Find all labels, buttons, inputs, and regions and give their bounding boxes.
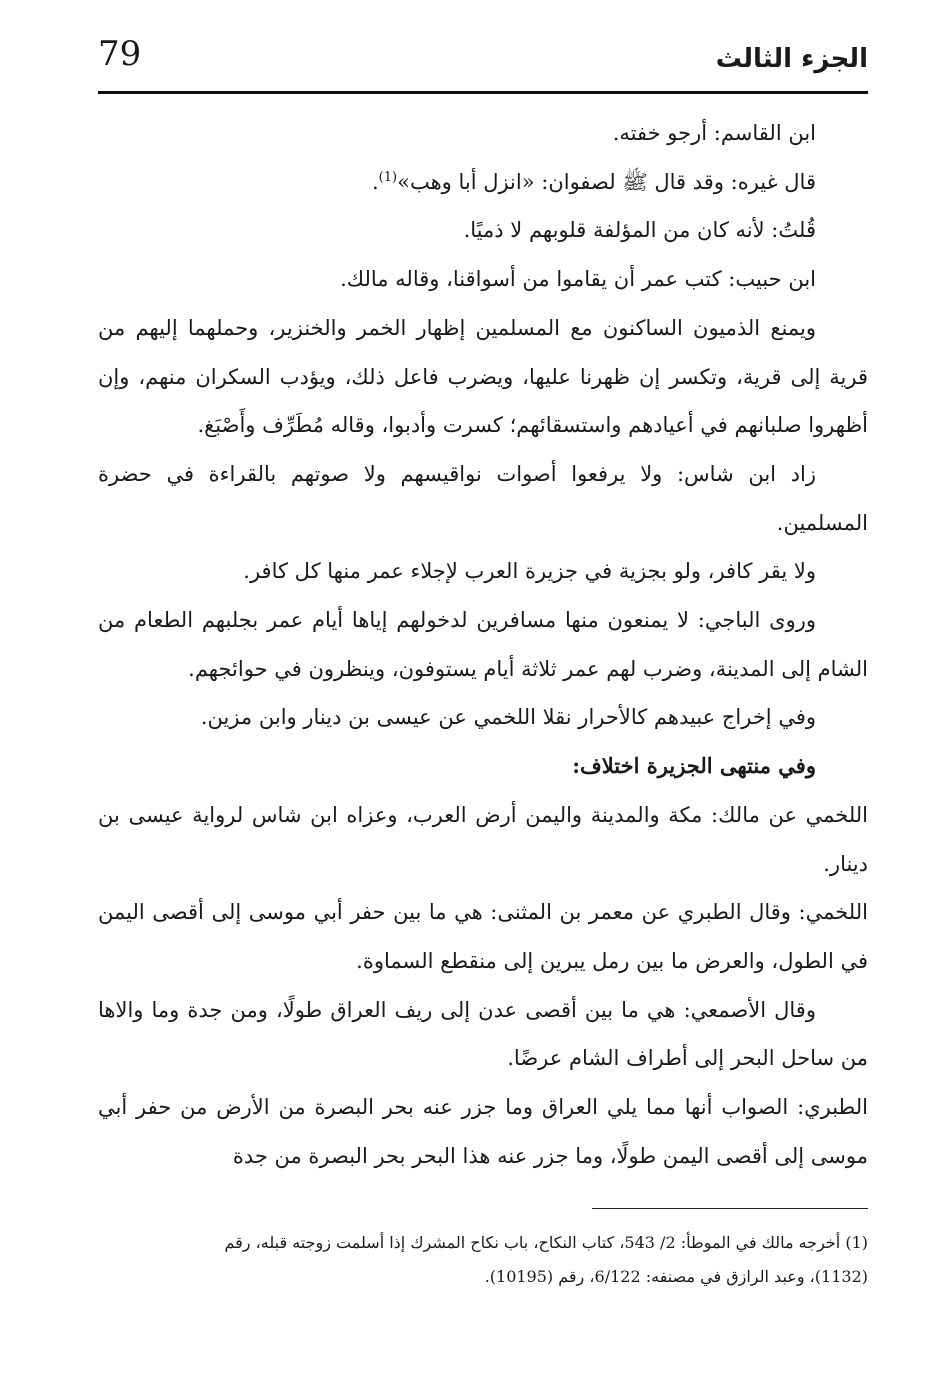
paragraph-text: اللخمي: وقال الطبري عن معمر بن المثنى: هي ما بين حفر أبي موسى إلى أقصى اليمن في الطول، والعرض ما بين رمل يبرين إلى منقطع السماوة. [98, 900, 868, 973]
paragraph-text: الطبري: الصواب أنها مما يلي العراق وما جزر عنه بحر البصرة من الأرض من حفر أبي موسى إلى أقصى اليمن طولًا، وما جزر عنه هذا البحر بحر البصرة من جدة [98, 1095, 868, 1168]
header-rule [98, 91, 868, 94]
paragraph-text: قُلتُ: لأنه كان من المؤلفة قلوبهم لا ذميًا. [463, 218, 816, 243]
paragraph-text: ابن القاسم: أرجو خفته. [612, 121, 816, 145]
paragraph-text: ويمنع الذميون الساكنون مع المسلمين إظهار الخمر والخنزير، وحملهما إليهم من قرية إلى قرية، وتكسر إن ظهرنا عليها، ويضرب فاعل ذلك، ويؤدب السكران منهم، وإن أظهروا صلبانهم في أعيادهم واستسقائهم؛ كسرت وأدبوا، وقاله مُطَرِّف وأَصْبَغ. [98, 315, 868, 438]
paragraph-text: اللخمي عن مالك: مكة والمدينة واليمن أرض العرب، وعزاه ابن شاس لرواية عيسى بن دينار. [98, 802, 868, 876]
paragraph-text: زاد ابن شاس: ولا يرفعوا أصوات نواقيسهم ولا صوتهم بالقراءة في حضرة المسلمين. [98, 461, 868, 535]
page-header [98, 28, 868, 88]
paragraph [98, 304, 868, 450]
paragraph-text: وروى الباجي: لا يمنعون منها مسافرين لدخولهم إياها أيام عمر بجلبهم الطعام من الشام إلى المدينة، وضرب لهم عمر ثلاثة أيام يستوفون، وينظرون في حوائجهم. [98, 608, 868, 681]
paragraph [98, 547, 868, 596]
paragraph [98, 450, 868, 547]
paragraph [98, 158, 868, 207]
paragraph [98, 986, 868, 1083]
paragraph [98, 791, 868, 888]
paragraph-text: ابن حبيب: كتب عمر أن يقاموا من أسواقنا، وقاله مالك. [340, 267, 816, 292]
footnote-rule [592, 1208, 868, 1209]
paragraph [98, 206, 868, 255]
footnote-line: (1132)، وعبد الرازق في مصنفه: 6/122، رقم (10195). [484, 1267, 868, 1286]
paragraph [98, 109, 868, 158]
paragraph-text: وقال الأصمعي: هي ما بين أقصى عدن إلى ريف العراق طولًا، ومن جدة وما والاها من ساحل البحر إلى أطراف الشام عرضًا. [98, 997, 868, 1071]
paragraph-text: قال غيره: وقد قال ﷺ لصفوان: «انزل أبا وهب» [397, 169, 816, 194]
footnote-marker: (1) [378, 169, 398, 185]
footnote [98, 1226, 868, 1294]
main-text [98, 109, 868, 1180]
page-number: 79 [98, 34, 142, 74]
paragraph [98, 888, 868, 985]
paragraph [98, 1083, 868, 1180]
footnote-line: (1) أخرجه مالك في الموطأ: 2/ 543، كتاب النكاح، باب نكاح المشرك إذا أسلمت زوجته قبله، رقم [224, 1233, 868, 1252]
paragraph-text: ولا يقر كافر، ولو بجزية في جزيرة العرب لإجلاء عمر منها كل كافر. [243, 559, 816, 584]
paragraph-text: وفي إخراج عبيدهم كالأحرار نقلا اللخمي عن عيسى بن دينار وابن مزين. [200, 705, 816, 730]
paragraph [98, 255, 868, 304]
paragraph-end: . [371, 169, 379, 194]
paragraph [98, 596, 868, 693]
paragraph-text: وفي منتهى الجزيرة اختلاف: [572, 753, 816, 779]
running-title: الجزء الثالث [715, 44, 868, 74]
paragraph [98, 693, 868, 742]
paragraph [98, 742, 868, 791]
